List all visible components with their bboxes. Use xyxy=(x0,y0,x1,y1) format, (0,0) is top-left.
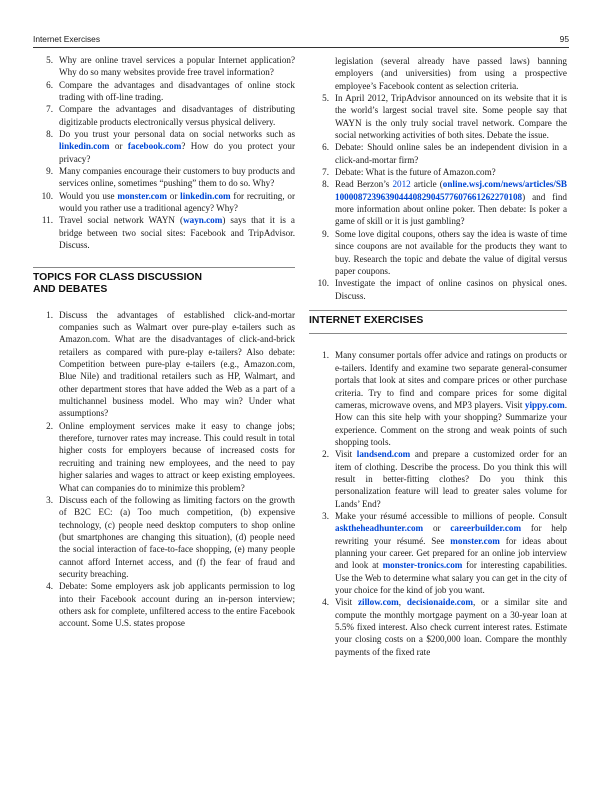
topics-heading xyxy=(33,272,295,297)
item-text: , xyxy=(398,597,407,608)
item-number: 7. xyxy=(46,104,53,115)
item-text: Would you use xyxy=(59,190,118,201)
list-item xyxy=(309,448,567,510)
item-text: . How can this site help with your shopping? Summarize your experience. Comment on the strong and weak points of such shopping tools. xyxy=(335,399,567,447)
internet-exercises-list xyxy=(309,349,567,658)
item-text: Make your résumé accessible to millions of people. Consult xyxy=(335,510,567,521)
web-link[interactable]: linkedin.com xyxy=(180,190,231,201)
web-link[interactable]: facebook.com xyxy=(127,141,182,152)
item-text: article ( xyxy=(410,179,443,190)
item-text: Visit xyxy=(335,597,358,608)
list-item xyxy=(309,277,567,302)
item-text: or xyxy=(166,190,181,201)
item-text: Travel social network WAYN ( xyxy=(59,215,184,226)
item-text: Investigate the impact of online casinos on physical ones. Discuss. xyxy=(335,278,567,301)
item-text: Read Berzon’s xyxy=(335,179,393,190)
item-number: 1. xyxy=(46,309,53,320)
item-number: 3. xyxy=(322,510,329,521)
web-link[interactable]: online.wsj.com/news/articles/SB10000872396390444082904577607661262270108 xyxy=(335,179,567,202)
citation-year: 2012 xyxy=(392,179,411,190)
list-item xyxy=(309,510,567,596)
item-number: 10. xyxy=(317,278,329,289)
item-number: 4. xyxy=(46,581,53,592)
item-text: Some love digital coupons, others say the idea is waste of time since coupons are not available for the products they want to buy. Research the topic and debate the value of digital versus paper coupons. xyxy=(335,228,567,276)
item-text: , or a similar site and compute the monthly mortgage payment on a 30-year loan at 5.5% fixed interest. Also check current interest rates. Estimate your closing costs on a $200,000 loan. Compare the monthly payments of the fixed rate xyxy=(335,597,568,657)
web-link[interactable]: monster-tronics.com xyxy=(382,560,463,571)
section-divider xyxy=(309,333,567,334)
item-text: Online employment services make it easy to change jobs; therefore, turnover rates may increase. This could result in total higher costs for employers because of increased costs for recruiting and training new employees, and the need to pay higher salaries and wages to attract or keep existing employees. What can companies do to minimize this problem? xyxy=(59,420,295,493)
item-text: ) and find more information about online poker. Then debate: Is poker a game of skill or it is just gambling? xyxy=(335,191,567,227)
item-text: Debate: Some employers ask job applicants permission to log into their Facebook account during an in-person interview; others ask for complete, unfiltered access to the entire Facebook account. Some U.S. states propose xyxy=(59,581,295,629)
item-text: Discuss the advantages of established click-and-mortar companies such as Walmart over pure-play e-tailers such as Amazon.com. What are the disadvantages of click-and-brick retailers as compared with pure-play e-tailers? Also debate: Competition between pure-play e-tailers (e.g., Amazon.com, Blue Nile) and traditional retailers such as HP, Walmart, and other department stores that have added the Web as a part of a multichannel business model. Who may win? Under what assumptions? xyxy=(59,309,295,419)
item-number: 11. xyxy=(41,215,53,226)
item-number: 5. xyxy=(46,55,53,65)
item-number: 10. xyxy=(41,190,53,201)
item-text: Do you trust your personal data on social networks such as xyxy=(59,129,295,140)
item-text: In April 2012, TripAdvisor announced on its website that it is the world’s largest social travel site. Some people say that WAYN is the only truly social travel network. Compare the social networking activities of both sites. Debate the issue. xyxy=(335,93,567,141)
chapter-title: Internet Exercises xyxy=(33,34,101,44)
item-text: ? How do you protect your privacy? xyxy=(59,141,295,164)
web-link[interactable]: linkedin.com xyxy=(59,141,110,152)
list-item xyxy=(309,166,567,178)
list-item xyxy=(309,141,567,166)
review-questions-list xyxy=(33,54,295,252)
list-item xyxy=(309,228,567,277)
web-link[interactable]: decisionaide.com xyxy=(406,597,474,608)
item-number: 8. xyxy=(322,179,329,190)
list-item xyxy=(33,494,295,580)
web-link[interactable]: monster.com xyxy=(117,190,167,201)
header-divider xyxy=(33,47,569,48)
list-item xyxy=(33,580,295,629)
item-number: 4. xyxy=(322,597,329,608)
item-number: 2. xyxy=(322,449,329,460)
item-number: 3. xyxy=(46,494,53,505)
item-text: Compare the advantages and disadvantages of distributing digitizable products electronically versus physical delivery. xyxy=(59,104,295,127)
list-item xyxy=(33,190,295,215)
item-text: and prepare a customized order for an item of clothing. Describe the process. Do you think this will result in better-fitting clothes? Do you think this personalization feature will lead to greater sales volume for Lands’ End? xyxy=(335,449,567,509)
item-number: 7. xyxy=(322,167,329,178)
item-number: 2. xyxy=(46,420,53,431)
web-link[interactable]: careerbuilder.com xyxy=(450,523,522,534)
left-column xyxy=(33,54,295,630)
list-item xyxy=(309,178,567,227)
list-item xyxy=(33,103,295,128)
item-text: Visit xyxy=(335,449,357,460)
item-number: 9. xyxy=(46,166,53,177)
item-number: 8. xyxy=(46,129,53,140)
topics-heading-line-1: TOPICS FOR CLASS DISCUSSION xyxy=(33,271,202,283)
item-text: for ideas about planning your career. Get prepared for an online job interview and look at xyxy=(335,535,568,571)
item-text: Debate: What is the future of Amazon.com? xyxy=(335,167,496,178)
web-link[interactable]: wayn.com xyxy=(183,215,223,226)
item-text: Why are online travel services a popular Internet application? Why do so many websites provide free travel information? xyxy=(59,55,295,78)
topics-list xyxy=(33,309,295,630)
topic-4-continuation: legislation (several already have passed laws) banning employers (and universities) from using a prospective employee’s Facebook content as selection criteria. xyxy=(335,56,567,91)
item-text: for recruiting, or would you rather use a traditional agency? Why? xyxy=(59,190,295,214)
list-item xyxy=(33,214,295,251)
item-number: 5. xyxy=(322,93,329,104)
web-link[interactable]: yippy.com xyxy=(524,399,565,410)
list-item xyxy=(33,54,295,79)
list-item xyxy=(309,349,567,448)
running-header xyxy=(33,34,569,48)
item-text: Debate: Should online sales be an independent division in a click-and-mortar firm? xyxy=(335,142,567,165)
web-link[interactable]: landsend.com xyxy=(356,449,411,460)
page-number: 95 xyxy=(559,34,569,44)
list-item xyxy=(33,420,295,494)
topics-list-continued xyxy=(309,92,567,302)
item-text: Discuss each of the following as limiting factors on the growth of B2C EC: (a) Too much competition, (b) expensive technology, (c) people need desktop computers to shop online (but smartphones are changing this situation), (d) people need the social interaction of face-to-face shopping, (e) many people cannot afford Internet access, and (f) the fear of fraud and security breaching. xyxy=(59,494,295,579)
section-divider xyxy=(309,310,567,311)
item-text: or xyxy=(423,523,451,534)
internet-exercises-heading: INTERNET EXERCISES xyxy=(309,314,424,326)
list-item xyxy=(309,596,567,658)
item-text: Many companies encourage their customers to buy products and services online, sometimes “pushing” them to do so. Why? xyxy=(59,166,295,189)
web-link[interactable]: monster.com xyxy=(450,535,500,546)
item-number: 6. xyxy=(322,142,329,153)
topics-heading-line-2: AND DEBATES xyxy=(33,284,108,296)
list-item xyxy=(33,79,295,104)
section-divider xyxy=(33,267,295,268)
list-item xyxy=(309,92,567,141)
list-item xyxy=(33,309,295,420)
right-column xyxy=(309,55,567,658)
item-text: for interesting capabilities. Use the Web to determine what salary you can get in the city of your choice for the kind of job you want. xyxy=(335,560,567,595)
list-item xyxy=(33,165,295,190)
item-number: 6. xyxy=(46,79,53,90)
item-text: for help rewriting your résumé. See xyxy=(335,523,567,546)
web-link[interactable]: asktheheadhunter.com xyxy=(335,523,424,534)
web-link[interactable]: zillow.com xyxy=(357,597,399,608)
item-number: 1. xyxy=(322,350,329,361)
list-item xyxy=(33,128,295,165)
item-text: or xyxy=(109,141,128,152)
item-text: Many consumer portals offer advice and ratings on products or e-tailers. Identify and examine two separate general-consumer portals that look at sites and compare prices or other purchase criteria. Try to find and compare prices for some digital cameras, microwave ovens, and MP3 players. Visit xyxy=(335,350,567,410)
item-text: Compare the advantages and disadvantages of online stock trading with off-line trading. xyxy=(59,79,295,103)
item-number: 9. xyxy=(322,228,329,239)
item-text: ) says that it is a bridge between two social sites: Facebook and TripAdvisor. Discuss. xyxy=(59,215,295,251)
